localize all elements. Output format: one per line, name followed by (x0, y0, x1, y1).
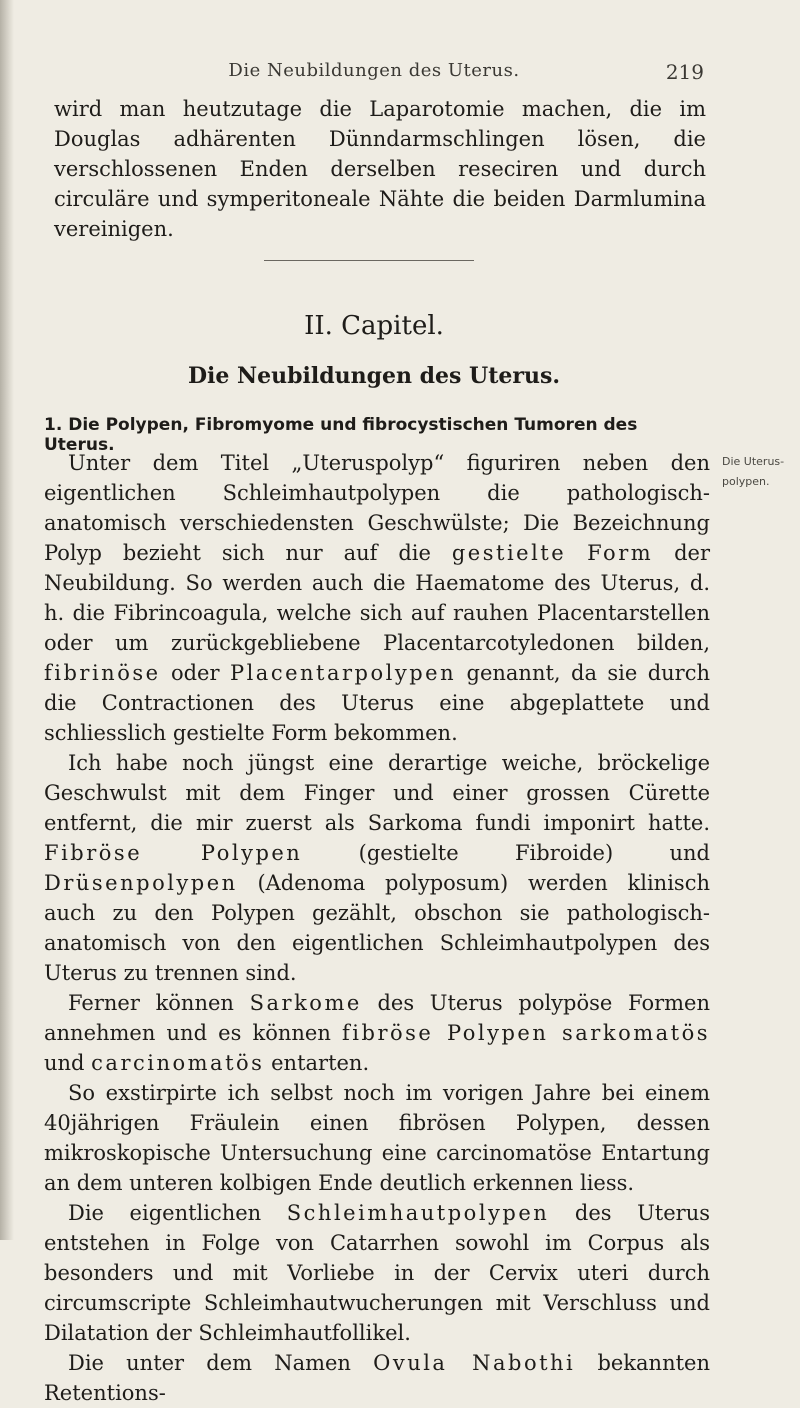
margin-note-line: Die Uterus- (722, 455, 785, 468)
margin-note (722, 452, 798, 492)
margin-note-line: polypen. (722, 475, 770, 488)
intro-paragraph-block (54, 94, 706, 244)
spaced-emphasis: gestielte (451, 541, 567, 565)
text-run (566, 541, 587, 565)
text-run: Die eigentlichen (68, 1201, 287, 1225)
page-number: 219 (665, 60, 704, 84)
chapter-number: II. Capitel. (304, 311, 444, 341)
text-run: Ferner können (68, 991, 250, 1015)
text-run: (Adenoma polyposum) werden klinisch auch zu den Polypen gezählt, obschon sie pathologisch-anatomisch von den eigentlichen Schleimhautpolypen des Uterus zu trennen sind. (44, 871, 710, 985)
spaced-emphasis: fibröse Polypen sarkomatös (342, 1021, 710, 1045)
paragraph-3 (44, 988, 710, 1078)
spaced-emphasis: fibrinöse (44, 661, 161, 685)
section-divider (264, 260, 474, 261)
running-title: Die Neubildungen des Uterus. (228, 60, 520, 81)
spaced-emphasis: Form (587, 541, 654, 565)
text-run: der Neubildung. So werden auch die Haematome des Uterus, d. h. die Fibrincoagula, welche sich auf rauhen Placentarstellen oder um zurückgebliebene Placentarcotyledonen bilden, (44, 541, 710, 655)
paragraph-2 (44, 748, 710, 988)
text-run: Die unter dem Namen (68, 1351, 374, 1375)
spaced-emphasis: Fibröse Polypen (44, 841, 303, 865)
intro-paragraph: wird man heutzutage die Laparotomie machen, die im Douglas adhärenten Dünndarmschlingen lösen, die verschlossenen Enden derselben reseciren und durch circuläre und symperitoneale Nähte die beiden Darmlumina vereinigen. (54, 97, 706, 241)
spaced-emphasis: carcinomatös (91, 1051, 265, 1075)
running-head (44, 60, 704, 86)
paragraph-5 (44, 1198, 710, 1348)
spaced-emphasis: Drüsenpolypen (44, 871, 238, 895)
spaced-emphasis: Sarkome (249, 991, 362, 1015)
text-run: entarten. (264, 1051, 370, 1075)
paragraph-4 (44, 1078, 710, 1198)
text-run: Ich habe noch jüngst eine derartige weiche, bröckelige Geschwulst mit dem Finger und einer grossen Cürette entfernt, die mir zuerst als Sarkoma fundi imponirt hatte. (44, 751, 710, 835)
text-run: (gestielte Fibroide) und (302, 841, 710, 865)
spaced-emphasis: Ovula Nabothi (373, 1351, 576, 1375)
main-text (44, 448, 710, 1408)
chapter-subject: Die Neubildungen des Uterus. (187, 363, 561, 389)
text-run: des Uterus polypöse Formen annehmen und es können (44, 991, 710, 1045)
paragraph-6 (44, 1348, 710, 1408)
spaced-emphasis: Schleimhautpolypen (286, 1201, 550, 1225)
spaced-emphasis: Placentarpolypen (229, 661, 457, 685)
paragraph-1 (44, 448, 710, 748)
text-run: Unter dem Titel „Uteruspolyp“ figuriren neben den eigentlichen Schleimhautpolypen die pathologisch-anatomisch verschiedensten Geschwülste; Die Bezeichnung Polyp bezieht sich nur auf die (44, 451, 710, 565)
page-binding-edge (0, 0, 14, 1240)
text-run: So exstirpirte ich selbst noch im vorigen Jahre bei einem 40jährigen Fräulein einen fibrösen Polypen, dessen mikroskopische Untersuchung eine carcinomatöse Entartung an dem unteren kolbigen Ende deutlich erkennen liess. (44, 1081, 710, 1195)
text-run: und (44, 1051, 92, 1075)
section-heading: 1. Die Polypen, Fibromyome und fibrocystischen Tumoren des Uterus. (44, 415, 638, 455)
text-run: bekannten Retentions- (44, 1351, 710, 1405)
text-run: oder (160, 661, 230, 685)
text-run: genannt, da sie durch die Contractionen des Uterus eine abgeplattete und schliesslich gestielte Form bekommen. (44, 661, 710, 745)
text-run: des Uterus entstehen in Folge von Catarrhen sowohl im Corpus als besonders und mit Vorliebe in der Cervix uteri durch circumscripte Schleimhautwucherungen mit Verschluss und Dilatation der Schleimhautfollikel. (44, 1201, 711, 1345)
